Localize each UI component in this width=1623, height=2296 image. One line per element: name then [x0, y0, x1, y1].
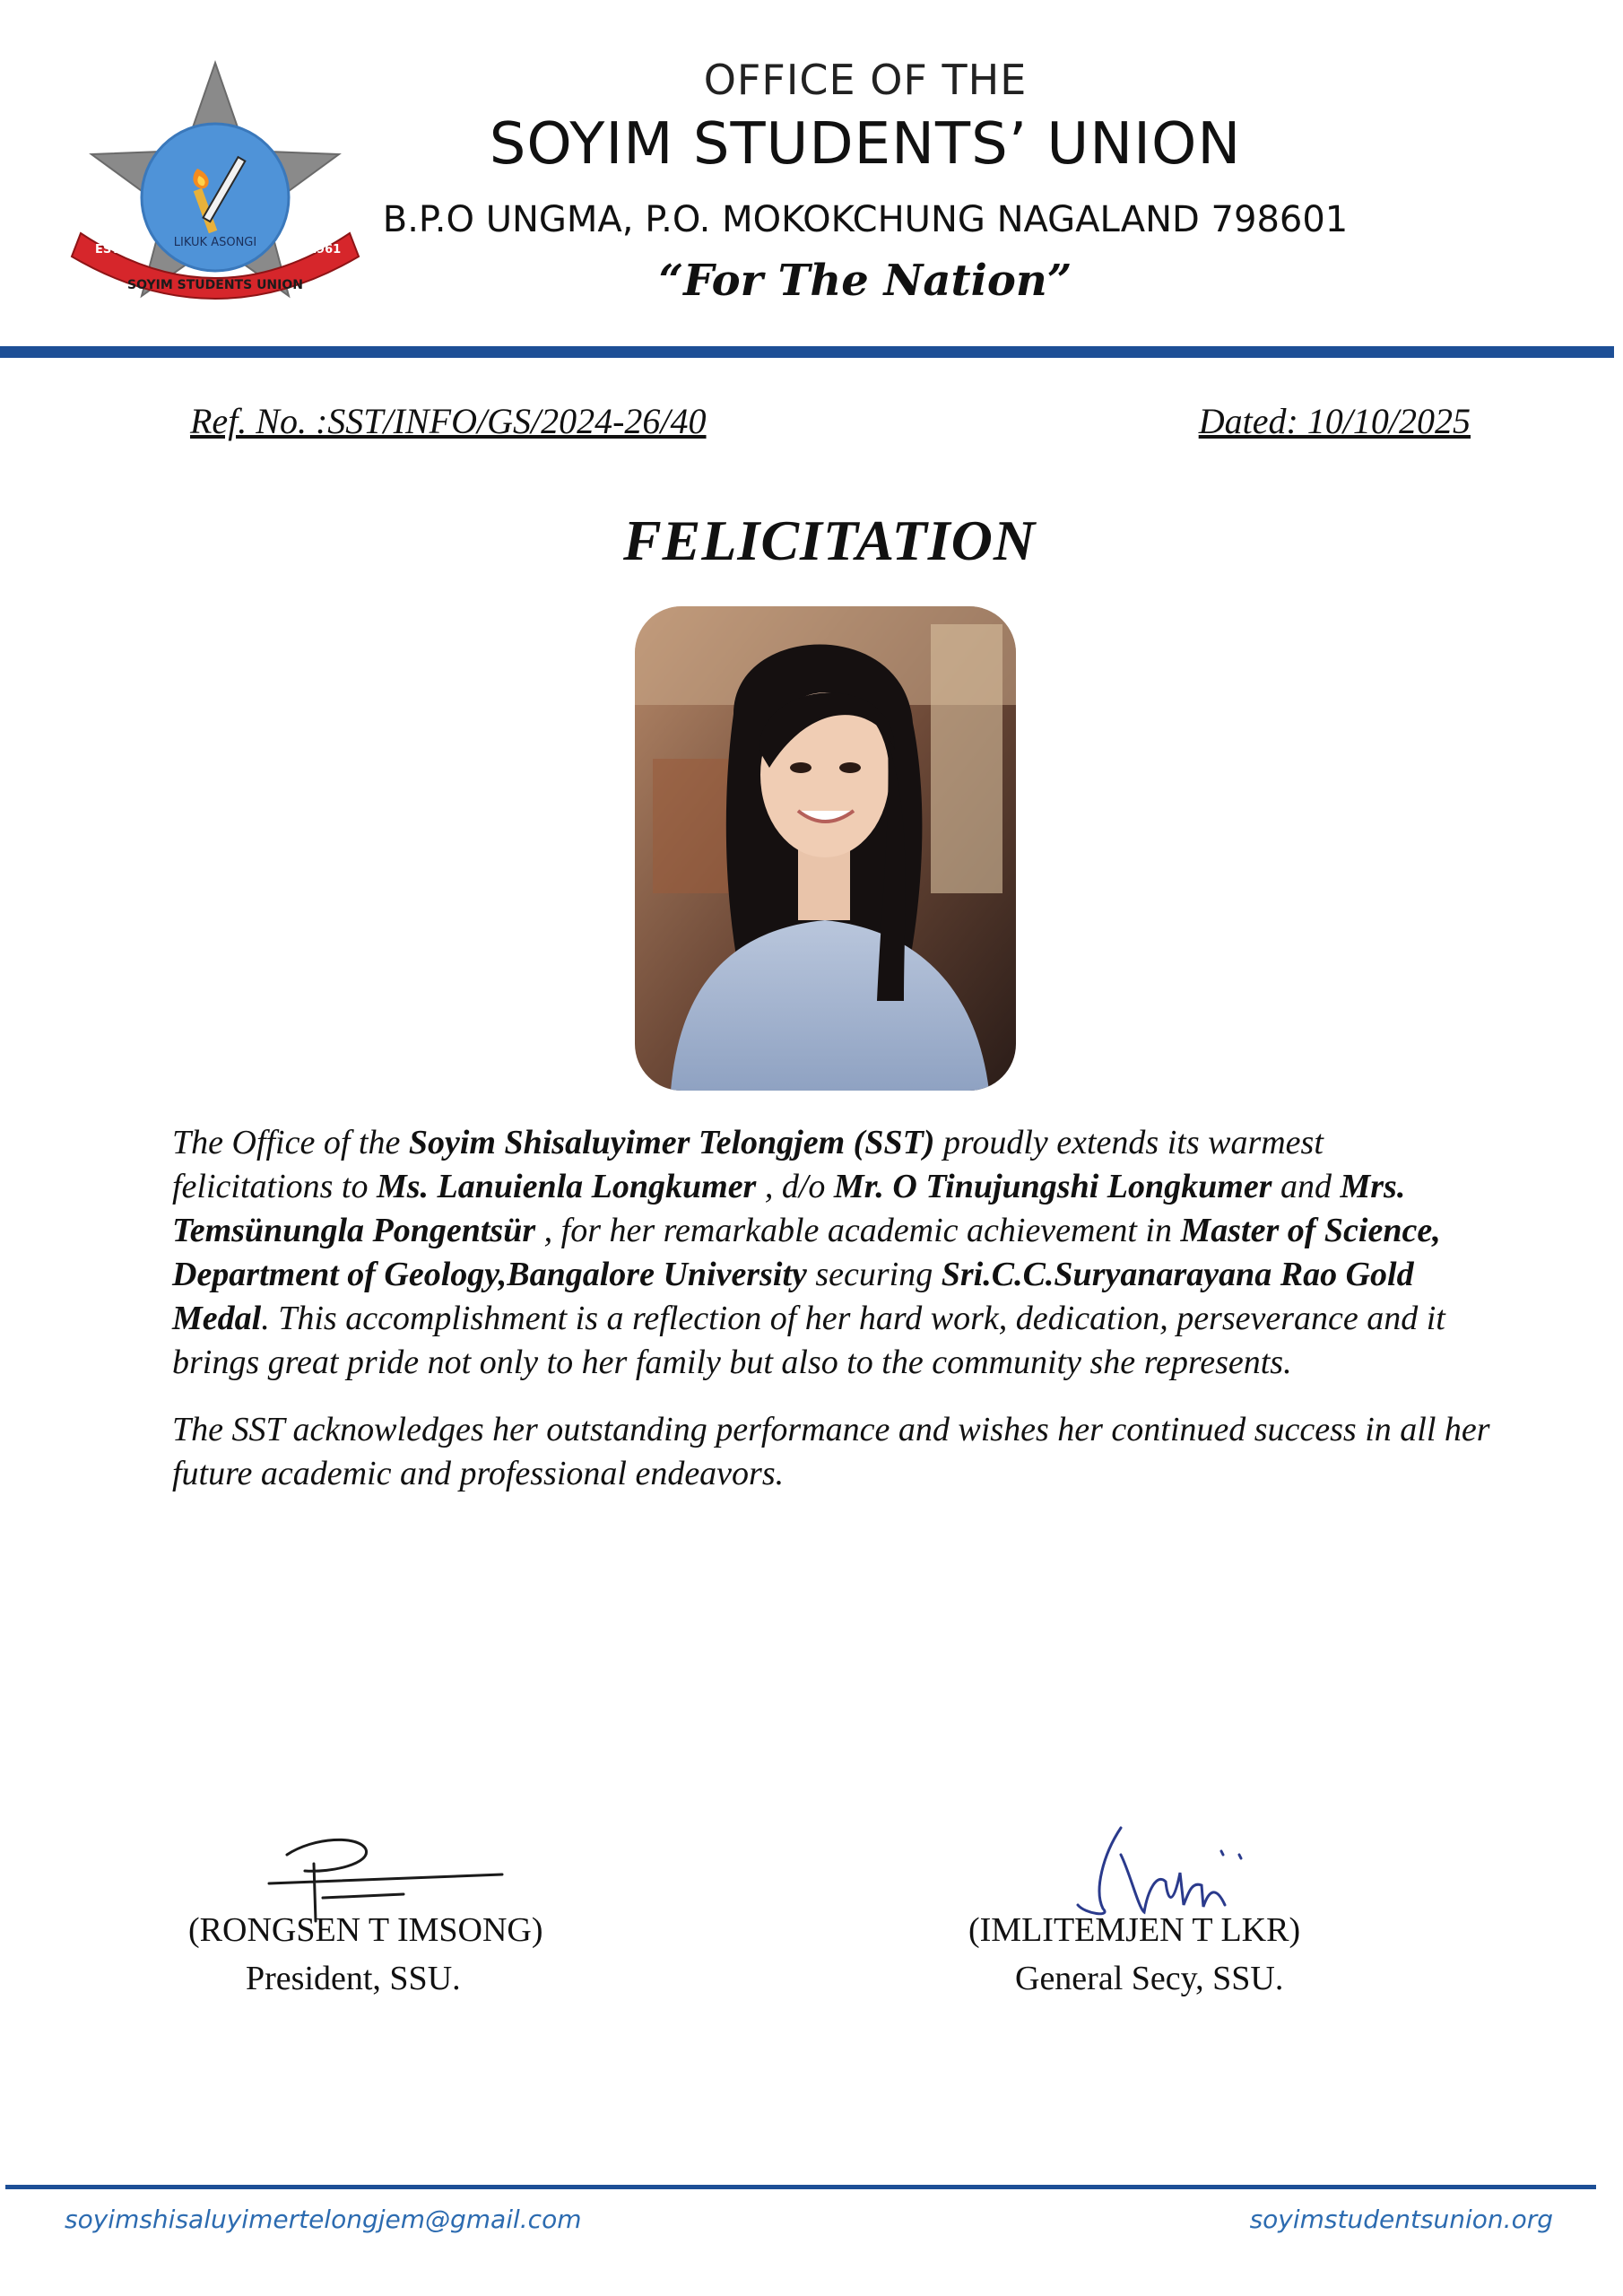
- document-title: FELICITATION: [622, 509, 1037, 572]
- awardee-photo: [635, 606, 1016, 1091]
- header-divider: [0, 346, 1614, 358]
- address: B.P.O UNGMA, P.O. MOKOKCHUNG NAGALAND 798601: [382, 199, 1349, 240]
- mother-name: Mrs. Temsünungla Pongentsür: [172, 1168, 1406, 1249]
- footer-email[interactable]: soyimshisaluyimertelongjem@gmail.com: [65, 2205, 582, 2234]
- president-role: President, SSU.: [246, 1960, 461, 1997]
- medal-name: Sri.C.C.Suryanarayana Rao Gold Medal: [172, 1256, 1414, 1337]
- president-name: (RONGSEN T IMSONG): [188, 1911, 543, 1949]
- union-name: SOYIM STUDENTS’ UNION: [489, 111, 1242, 178]
- father-name: Mr. O Tinujungshi Longkumer: [833, 1168, 1272, 1205]
- logo-year: 1961: [308, 243, 342, 257]
- office-of-heading: OFFICE OF THE: [703, 56, 1028, 104]
- logo-banner-text: SOYIM STUDENTS UNION: [127, 278, 303, 292]
- logo-estd: ESTD: [95, 243, 129, 257]
- date: Dated: 10/10/2025: [1198, 401, 1471, 441]
- felicitation-body: [172, 1121, 1490, 1519]
- awardee-name: Ms. Lanuienla Longkumer: [376, 1168, 757, 1205]
- secretary-name: (IMLITEMJEN T LKR): [968, 1911, 1301, 1949]
- footer-divider: [5, 2185, 1596, 2189]
- logo-ring-text: LIKUK ASONGI: [173, 236, 257, 249]
- paragraph-closing: The SST acknowledges her outstanding performance and wishes her continued success in all her future academic and professional endeavors.: [172, 1411, 1490, 1492]
- footer-website[interactable]: soyimstudentsunion.org: [1249, 2205, 1553, 2234]
- motto: “For The Nation”: [658, 256, 1072, 306]
- secretary-role: General Secy, SSU.: [1015, 1960, 1284, 1997]
- reference-number: Ref. No. :SST/INFO/GS/2024-26/40: [190, 401, 707, 441]
- paragraph-main: The Office of the Soyim Shisaluyimer Telongjem (SST) proudly extends its warmest felicitations to Ms. Lanuienla Longkumer , d/o Mr. O Tinujungshi Longkumer and Mrs. Temsünungla Pongentsür , for her remarkable academic achievement in Master of Science, Department of Geology,Bangalore University securing Sri.C.C.Suryanarayana Rao Gold Medal. This accomplishment is a reflection of her hard work, dedication, perseverance and it brings great pride not only to her family but also to the community she represents.: [172, 1124, 1445, 1381]
- org-name: Soyim Shisaluyimer Telongjem (SST): [408, 1124, 935, 1161]
- degree-name: Master of Science, Department of Geology,Bangalore University: [172, 1212, 1441, 1293]
